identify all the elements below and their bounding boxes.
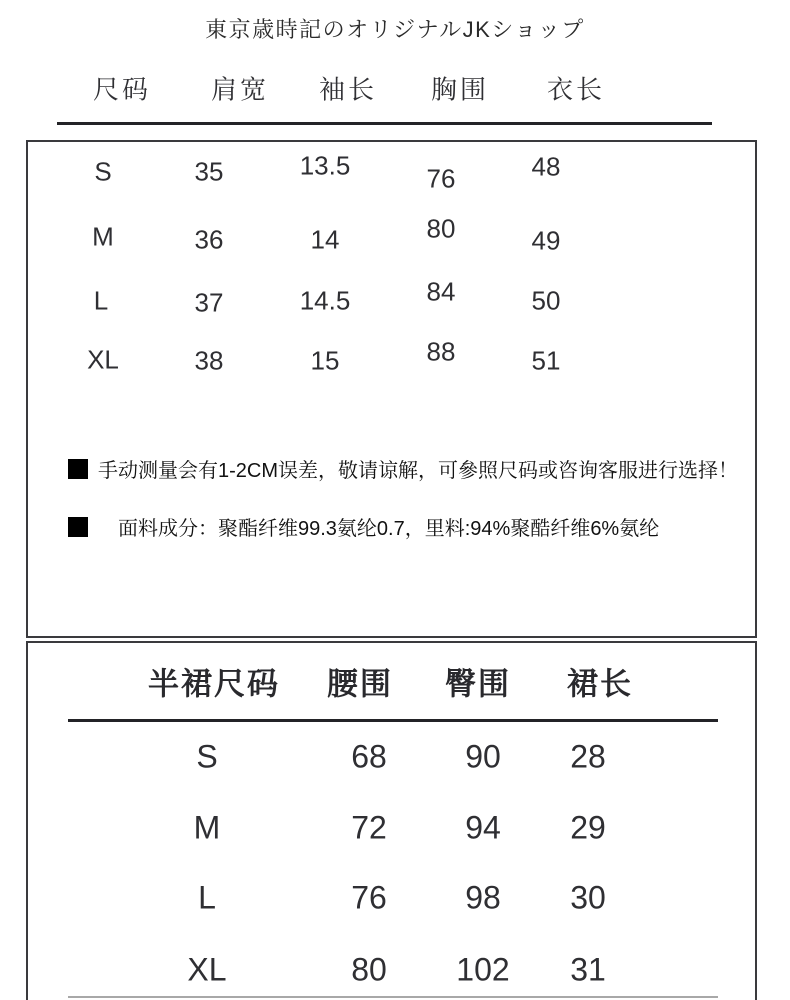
value-cell: 38 — [194, 345, 224, 376]
value-cell: 31 — [570, 951, 606, 988]
value-cell: 28 — [570, 738, 606, 775]
value-cell: 76 — [351, 879, 387, 916]
size-cell: XL — [87, 344, 119, 375]
value-cell: 49 — [531, 225, 561, 256]
col-header-shoulder: 肩宽 — [210, 74, 270, 105]
value-cell: 14 — [310, 224, 340, 255]
size-cell: M — [193, 809, 221, 846]
col-header-length: 衣长 — [546, 74, 606, 105]
size-cell: S — [196, 738, 218, 775]
value-cell: 13.5 — [299, 150, 351, 181]
value-cell: 50 — [531, 285, 561, 316]
value-cell: 68 — [351, 738, 387, 775]
value-cell: 94 — [465, 809, 501, 846]
top-size-table-box — [26, 140, 757, 638]
size-cell: M — [92, 221, 114, 252]
note-text: 手动测量会有1-2CM误差，敬请谅解，可參照尺码或咨询客服进行选择！ — [98, 460, 739, 482]
value-cell: 35 — [194, 156, 224, 187]
col-header-hip: 臀围 — [445, 666, 511, 702]
value-cell: 29 — [570, 809, 606, 846]
page-title: 東京歳時記のオリジナルJKショップ — [205, 17, 585, 42]
black-square-icon — [68, 459, 88, 479]
bottom-rule — [68, 996, 718, 998]
col-header-skirt-length: 裙长 — [567, 666, 633, 702]
size-cell: S — [94, 156, 112, 187]
value-cell: 88 — [426, 336, 456, 367]
note-item — [68, 512, 659, 541]
value-cell: 102 — [456, 951, 510, 988]
value-cell: 51 — [531, 345, 561, 376]
col-header-waist: 腰围 — [327, 666, 393, 702]
col-header-bust: 胸围 — [430, 74, 490, 105]
value-cell: 76 — [426, 163, 456, 194]
col-header-sleeve: 袖长 — [318, 74, 378, 105]
size-cell: L — [93, 285, 109, 316]
note-item — [68, 454, 738, 483]
value-cell: 30 — [570, 879, 606, 916]
size-cell: XL — [187, 951, 227, 988]
note-text: 面料成分：聚酯纤维99.3氨纶0.7，里料:94%聚酷纤维6%氨纶 — [118, 518, 660, 540]
size-cell: L — [198, 879, 216, 916]
header-divider — [57, 122, 712, 125]
value-cell: 48 — [531, 151, 561, 182]
value-cell: 90 — [465, 738, 501, 775]
value-cell: 80 — [426, 213, 456, 244]
value-cell: 80 — [351, 951, 387, 988]
skirt-header-divider — [68, 719, 718, 722]
value-cell: 84 — [426, 276, 456, 307]
value-cell: 72 — [351, 809, 387, 846]
value-cell: 37 — [194, 287, 224, 318]
value-cell: 14.5 — [299, 285, 351, 316]
value-cell: 98 — [465, 879, 501, 916]
col-header-skirt-size: 半裙尺码 — [148, 666, 280, 702]
col-header-size: 尺码 — [92, 74, 152, 105]
value-cell: 15 — [310, 345, 340, 376]
black-square-icon — [68, 517, 88, 537]
value-cell: 36 — [194, 224, 224, 255]
